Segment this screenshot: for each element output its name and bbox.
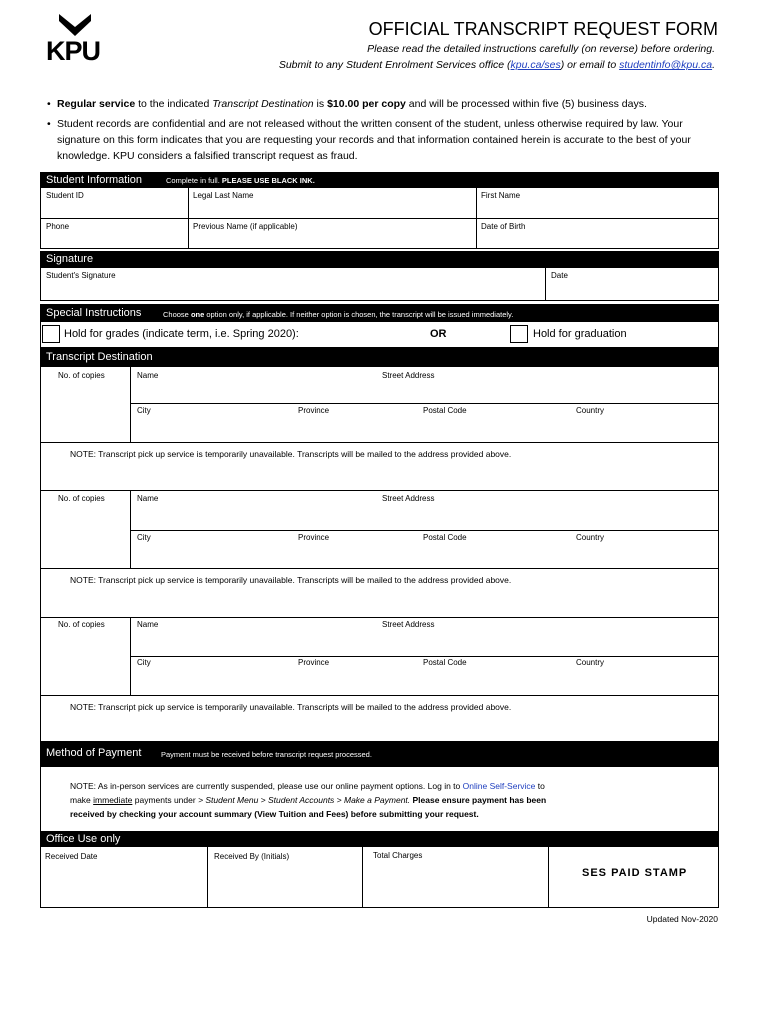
dest3-copies-field[interactable]: No. of copies — [58, 620, 105, 629]
phone-field[interactable]: Phone — [46, 222, 70, 231]
dest3-country-field[interactable]: Country — [576, 658, 605, 667]
kpu-logo: KPU — [46, 36, 101, 66]
email-link[interactable]: studentinfo@kpu.ca — [619, 59, 713, 71]
dest2-province-field[interactable]: Province — [298, 533, 330, 542]
dest1-note: NOTE: Transcript pick up service is temporarily unavailable. Transcripts will be mailed to the address provided above. — [70, 449, 512, 459]
info-bullets — [47, 96, 722, 168]
student-signature-field[interactable]: Student's Signature — [46, 271, 116, 280]
dest3-city-field[interactable]: City — [137, 658, 151, 667]
dest1-street-field[interactable]: Street Address — [382, 371, 435, 380]
dest2-street-field[interactable]: Street Address — [382, 494, 435, 503]
dest2-country-field[interactable]: Country — [576, 533, 605, 542]
dest2-note: NOTE: Transcript pick up service is temporarily unavailable. Transcripts will be mailed to the address provided above. — [70, 575, 512, 585]
dest1-copies-field[interactable]: No. of copies — [58, 371, 105, 380]
payment-header: Method of Payment Payment must be received before transcript request processed. — [40, 741, 719, 767]
destination-header: Transcript Destination — [40, 347, 719, 367]
dest3-street-field[interactable]: Street Address — [382, 620, 435, 629]
student-id-field[interactable]: Student ID — [46, 191, 84, 200]
dest2-name-field[interactable]: Name — [137, 494, 159, 503]
total-charges-field[interactable]: Total Charges — [373, 851, 423, 860]
dest1-province-field[interactable]: Province — [298, 406, 330, 415]
first-name-field[interactable]: First Name — [481, 191, 521, 200]
signature-date-field[interactable]: Date — [551, 271, 568, 280]
dest3-postal-field[interactable]: Postal Code — [423, 658, 467, 667]
payment-instructions: NOTE: As in-person services are currently suspended, please use our online payment options. Log in to Online Self-Service to make immediate payments under > Student Menu > Student Accounts > Make a Payment. Please ensure payment has been received by checking your account summary (View Tuition and Fees) before submitting your request. — [70, 781, 547, 819]
subtitle-submit: Submit to any Student Enrolment Services office (kpu.ca/ses) or email to studentinfo@kpu.ca. — [278, 59, 715, 71]
bullet-confidential: • Student records are confidential and are not released without the written consent of the student, unless otherwise required by law. Your signature on this form indicates that you are requesting your records and that information contained herein is accurate to the best of your knowledge. KPU considers a falsified transcript request as fraud. — [47, 116, 722, 164]
office-use-header: Office Use only — [40, 831, 719, 847]
dest1-country-field[interactable]: Country — [576, 406, 605, 415]
hold-graduation-checkbox[interactable] — [510, 325, 528, 343]
hold-grades-label: Hold for grades (indicate term, i.e. Spring 2020): — [64, 328, 299, 340]
updated-date: Updated Nov-2020 — [646, 914, 718, 924]
hold-grades-checkbox[interactable] — [42, 325, 60, 343]
or-label: OR — [430, 328, 447, 340]
dest2-copies-field[interactable]: No. of copies — [58, 494, 105, 503]
dest1-postal-field[interactable]: Postal Code — [423, 406, 467, 415]
received-date-field[interactable]: Received Date — [45, 852, 98, 861]
previous-name-field[interactable]: Previous Name (if applicable) — [193, 222, 298, 231]
dob-field[interactable]: Date of Birth — [481, 222, 526, 231]
signature-header: Signature — [40, 251, 719, 268]
dest3-province-field[interactable]: Province — [298, 658, 330, 667]
dest1-name-field[interactable]: Name — [137, 371, 159, 380]
dest2-city-field[interactable]: City — [137, 533, 151, 542]
ses-link[interactable]: kpu.ca/ses — [510, 59, 561, 71]
legal-last-name-field[interactable]: Legal Last Name — [193, 191, 254, 200]
hold-graduation-label: Hold for graduation — [533, 328, 627, 340]
dest3-name-field[interactable]: Name — [137, 620, 159, 629]
bullet-regular-service: • Regular service to the indicated Transcript Destination is $10.00 per copy and will be processed within five (5) business days. — [47, 96, 722, 112]
subtitle-instructions: Please read the detailed instructions carefully (on reverse) before ordering. — [367, 43, 715, 55]
special-instructions-header: Special Instructions Choose one option only, if applicable. If neither option is chosen, the transcript will be issued immediately. — [40, 304, 719, 322]
received-by-field[interactable]: Received By (Initials) — [214, 852, 290, 861]
dest3-note: NOTE: Transcript pick up service is temporarily unavailable. Transcripts will be mailed to the address provided above. — [70, 702, 512, 712]
student-info-header: Student Information Complete in full. PLEASE USE BLACK INK. — [40, 172, 719, 188]
page-title: OFFICIAL TRANSCRIPT REQUEST FORM — [368, 19, 718, 39]
dest2-postal-field[interactable]: Postal Code — [423, 533, 467, 542]
online-self-service-link[interactable]: Online Self-Service — [462, 781, 536, 791]
dest1-city-field[interactable]: City — [137, 406, 151, 415]
ses-paid-stamp-label: SES PAID STAMP — [582, 867, 688, 879]
